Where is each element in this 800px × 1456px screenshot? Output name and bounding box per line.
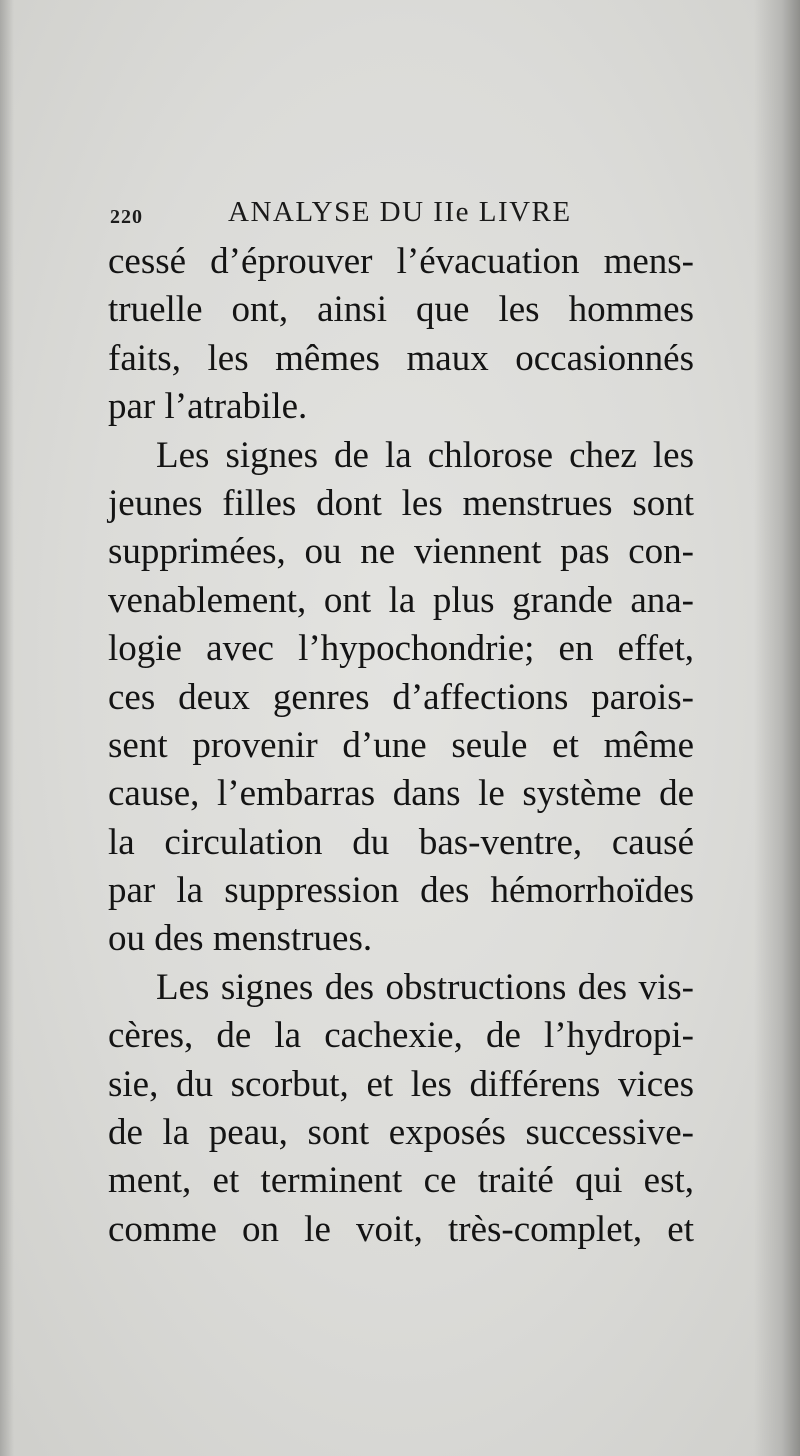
text-line: par l’atrabile. <box>108 386 308 428</box>
text-line: ces deux genres d’affections parois- <box>108 676 694 718</box>
text-line: comme on le voit, très-complet, et <box>108 1208 694 1250</box>
text-line: Les signes des obstructions des vis- <box>156 966 694 1008</box>
text-line: sie, du scorbut, et les différens vices <box>108 1063 694 1105</box>
text-line: truelle ont, ainsi que les hommes <box>108 289 694 331</box>
page-number: 220 <box>110 206 143 228</box>
text-line: jeunes filles dont les menstrues sont <box>108 482 694 524</box>
text-line: cause, l’embarras dans le système de <box>108 773 694 815</box>
text-line: sent provenir d’une seule et même <box>108 724 694 766</box>
text-line: cessé d’éprouver l’évacuation mens- <box>108 241 694 282</box>
text-line: par la suppression des hémorrhoïdes <box>108 870 694 912</box>
text-line: logie avec l’hypochondrie; en effet, <box>108 628 694 670</box>
running-head: ANALYSE DU IIe LIVRE <box>228 196 572 228</box>
page-right-edge <box>754 0 800 1456</box>
text-line: venablement, ont la plus grande ana- <box>108 579 694 621</box>
text-line: supprimées, ou ne viennent pas con- <box>108 531 694 573</box>
text-line: ou des menstrues. <box>108 918 373 960</box>
body-text <box>108 238 694 1254</box>
text-line: faits, les mêmes maux occasionnés <box>108 337 694 379</box>
text-line: cères, de la cachexie, de l’hydropi- <box>108 1015 694 1057</box>
page-left-edge <box>0 0 14 1456</box>
text-line: ment, et terminent ce traité qui est, <box>108 1160 694 1202</box>
text-line: la circulation du bas-ventre, causé <box>108 821 694 863</box>
text-line: Les signes de la chlorose chez les <box>156 434 694 476</box>
text-line: de la peau, sont exposés successive- <box>108 1112 694 1154</box>
page-header <box>110 196 700 236</box>
